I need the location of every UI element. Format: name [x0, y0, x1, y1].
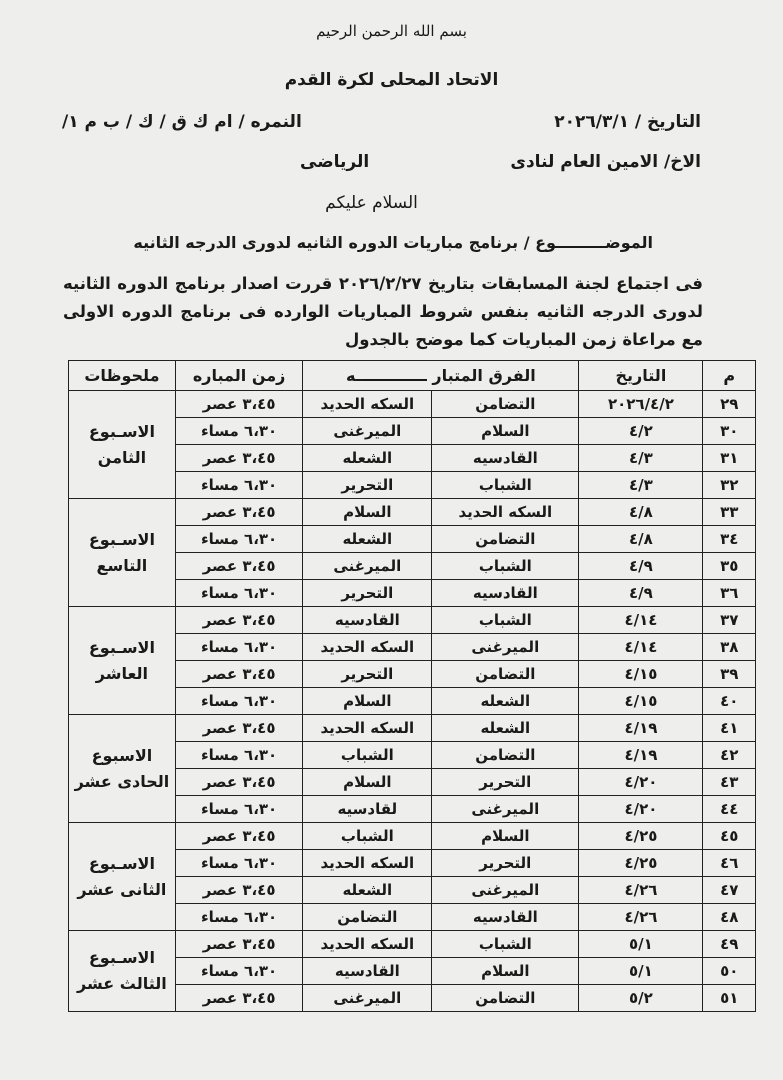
subject-line: الموضـــــــــوع / برنامج مباريات الدوره الثانيه لدورى الدرجه الثانيه [133, 233, 653, 252]
cell-num: ٤٩ [703, 931, 756, 958]
cell-num: ٣٢ [703, 472, 756, 499]
header-teams: الفرق المتبار ـــــــــــــه [303, 361, 579, 391]
cell-num: ٤٠ [703, 688, 756, 715]
cell-team-away: الشعله [303, 445, 432, 472]
cell-time: ٦،٣٠ مساء [175, 904, 303, 931]
cell-team-away: السكه الحديد [303, 850, 432, 877]
cell-time: ٦،٣٠ مساء [175, 634, 303, 661]
cell-team-home: الشباب [432, 553, 579, 580]
cell-time: ٦،٣٠ مساء [175, 472, 303, 499]
cell-time: ٣،٤٥ عصر [175, 985, 303, 1012]
cell-time: ٣،٤٥ عصر [175, 823, 303, 850]
cell-time: ٦،٣٠ مساء [175, 418, 303, 445]
cell-time: ٦،٣٠ مساء [175, 958, 303, 985]
cell-date: ٤/١٩ [579, 715, 703, 742]
cell-date: ٤/٢٥ [579, 823, 703, 850]
cell-time: ٣،٤٥ عصر [175, 445, 303, 472]
cell-date: ٤/١٤ [579, 634, 703, 661]
cell-time: ٣،٤٥ عصر [175, 499, 303, 526]
cell-date: ٤/٢٦ [579, 904, 703, 931]
cell-team-away: الشباب [303, 742, 432, 769]
cell-team-away: الشعله [303, 877, 432, 904]
cell-week-note: الاسـبوع الثالث عشر [69, 931, 176, 1012]
cell-team-home: الميرغنى [432, 634, 579, 661]
cell-num: ٣٣ [703, 499, 756, 526]
cell-time: ٣،٤٥ عصر [175, 553, 303, 580]
cell-time: ٣،٤٥ عصر [175, 715, 303, 742]
cell-team-away: التحرير [303, 580, 432, 607]
cell-team-away: السكه الحديد [303, 391, 432, 418]
cell-time: ٦،٣٠ مساء [175, 580, 303, 607]
cell-date: ٤/٢٦ [579, 877, 703, 904]
cell-team-home: الشعله [432, 688, 579, 715]
cell-num: ٤٤ [703, 796, 756, 823]
cell-team-home: التحرير [432, 850, 579, 877]
cell-team-away: الشباب [303, 823, 432, 850]
cell-date: ٥/١ [579, 931, 703, 958]
cell-num: ٤٣ [703, 769, 756, 796]
cell-time: ٣،٤٥ عصر [175, 877, 303, 904]
cell-num: ٣٧ [703, 607, 756, 634]
organization-title: الاتحاد المحلى لكرة القدم [284, 70, 499, 90]
cell-team-away: القادسيه [303, 607, 432, 634]
cell-team-home: التضامن [432, 526, 579, 553]
cell-week-note: الاسـبوع العاشر [69, 607, 176, 715]
cell-time: ٦،٣٠ مساء [175, 688, 303, 715]
cell-week-note: الاسـبوع الثامن [69, 391, 176, 499]
table-row [69, 715, 756, 742]
table-row [69, 499, 756, 526]
cell-team-home: التضامن [432, 661, 579, 688]
cell-team-away: السلام [303, 688, 432, 715]
cell-num: ٤٢ [703, 742, 756, 769]
table-row [69, 931, 756, 958]
cell-team-away: التحرير [303, 472, 432, 499]
cell-date: ٤/١٤ [579, 607, 703, 634]
cell-team-home: الميرغنى [432, 877, 579, 904]
cell-team-home: الشعله [432, 715, 579, 742]
cell-team-home: القادسيه [432, 445, 579, 472]
table-row [69, 823, 756, 850]
cell-team-home: السلام [432, 823, 579, 850]
cell-team-home: القادسيه [432, 580, 579, 607]
cell-team-away: القادسيه [303, 958, 432, 985]
table-row [69, 391, 756, 418]
cell-date: ٤/٨ [579, 526, 703, 553]
header-num: م [703, 361, 756, 391]
cell-date: ٤/٣ [579, 445, 703, 472]
cell-team-away: السلام [303, 499, 432, 526]
table-row [69, 607, 756, 634]
cell-time: ٦،٣٠ مساء [175, 526, 303, 553]
cell-team-away: السكه الحديد [303, 931, 432, 958]
letter-date: التاريخ / ٢٠٢٦/٣/١ [554, 112, 701, 132]
cell-team-away: التحرير [303, 661, 432, 688]
cell-num: ٣٥ [703, 553, 756, 580]
cell-week-note: الاسـبوع التاسع [69, 499, 176, 607]
cell-num: ٣٨ [703, 634, 756, 661]
cell-team-home: الميرغنى [432, 796, 579, 823]
match-schedule-table [68, 360, 756, 1012]
cell-num: ٣٩ [703, 661, 756, 688]
cell-team-home: التضامن [432, 985, 579, 1012]
header-time: زمن المباره [175, 361, 303, 391]
cell-num: ٤٨ [703, 904, 756, 931]
header-notes: ملحوظات [69, 361, 176, 391]
cell-team-home: القادسيه [432, 904, 579, 931]
cell-date: ٤/٢٠ [579, 796, 703, 823]
cell-date: ٤/١٥ [579, 661, 703, 688]
cell-time: ٣،٤٥ عصر [175, 931, 303, 958]
greeting: السلام عليكم [325, 193, 418, 213]
cell-date: ٤/٢٠ [579, 769, 703, 796]
cell-team-home: التضامن [432, 391, 579, 418]
table-header-row [69, 361, 756, 391]
basmala: بسم الله الرحمن الرحيم [316, 22, 467, 40]
cell-team-away: السلام [303, 769, 432, 796]
cell-num: ٣١ [703, 445, 756, 472]
header-date: التاريخ [579, 361, 703, 391]
cell-team-away: السكه الحديد [303, 634, 432, 661]
cell-team-home: الشباب [432, 472, 579, 499]
letter-body: فى اجتماع لجنة المسابقات بتاريخ ٢٠٢٦/٢/٢٧ قررت اصدار برنامج الدوره الثانيه لدورى الدرجه الثانيه بنفس شروط المباريات الوارده فى برنامج الدوره الاولى مع مراعاة زمن المباريات كما موضح بالجدول [63, 274, 703, 349]
cell-date: ٤/٣ [579, 472, 703, 499]
cell-team-away: لقادسيه [303, 796, 432, 823]
cell-num: ٤٦ [703, 850, 756, 877]
cell-team-away: الميرغنى [303, 985, 432, 1012]
cell-team-away: الميرغنى [303, 418, 432, 445]
cell-date: ٥/١ [579, 958, 703, 985]
cell-date: ٤/١٩ [579, 742, 703, 769]
cell-team-home: الشباب [432, 607, 579, 634]
cell-date: ٢٠٢٦/٤/٢ [579, 391, 703, 418]
cell-date: ٤/٢ [579, 418, 703, 445]
cell-team-home: السلام [432, 418, 579, 445]
cell-num: ٥٠ [703, 958, 756, 985]
cell-team-away: السكه الحديد [303, 715, 432, 742]
cell-week-note: الاسـبوع الثانى عشر [69, 823, 176, 931]
cell-team-home: الشباب [432, 931, 579, 958]
addressee: الاخ/ الامين العام لنادى [510, 152, 701, 172]
cell-team-away: الشعله [303, 526, 432, 553]
cell-date: ٤/٩ [579, 553, 703, 580]
cell-time: ٣،٤٥ عصر [175, 607, 303, 634]
cell-time: ٦،٣٠ مساء [175, 742, 303, 769]
cell-time: ٣،٤٥ عصر [175, 661, 303, 688]
cell-num: ٤٧ [703, 877, 756, 904]
reference-number: النمره / ام ك ق / ك / ب م ١/ [62, 112, 302, 132]
addressee-suffix: الرياضى [300, 152, 370, 172]
cell-num: ٣٦ [703, 580, 756, 607]
cell-team-home: التضامن [432, 742, 579, 769]
cell-team-home: التحرير [432, 769, 579, 796]
cell-num: ٣٤ [703, 526, 756, 553]
cell-date: ٤/٨ [579, 499, 703, 526]
schedule-body [69, 391, 756, 1012]
cell-date: ٤/٩ [579, 580, 703, 607]
cell-date: ٥/٢ [579, 985, 703, 1012]
cell-team-home: السكه الحديد [432, 499, 579, 526]
cell-team-away: التضامن [303, 904, 432, 931]
cell-num: ٣٠ [703, 418, 756, 445]
cell-team-away: الميرغنى [303, 553, 432, 580]
cell-time: ٦،٣٠ مساء [175, 850, 303, 877]
cell-num: ٥١ [703, 985, 756, 1012]
cell-time: ٣،٤٥ عصر [175, 391, 303, 418]
cell-num: ٢٩ [703, 391, 756, 418]
cell-week-note: الاسبوع الحادى عشر [69, 715, 176, 823]
cell-time: ٦،٣٠ مساء [175, 796, 303, 823]
cell-num: ٤١ [703, 715, 756, 742]
cell-time: ٣،٤٥ عصر [175, 769, 303, 796]
cell-date: ٤/١٥ [579, 688, 703, 715]
cell-date: ٤/٢٥ [579, 850, 703, 877]
cell-team-home: السلام [432, 958, 579, 985]
cell-num: ٤٥ [703, 823, 756, 850]
